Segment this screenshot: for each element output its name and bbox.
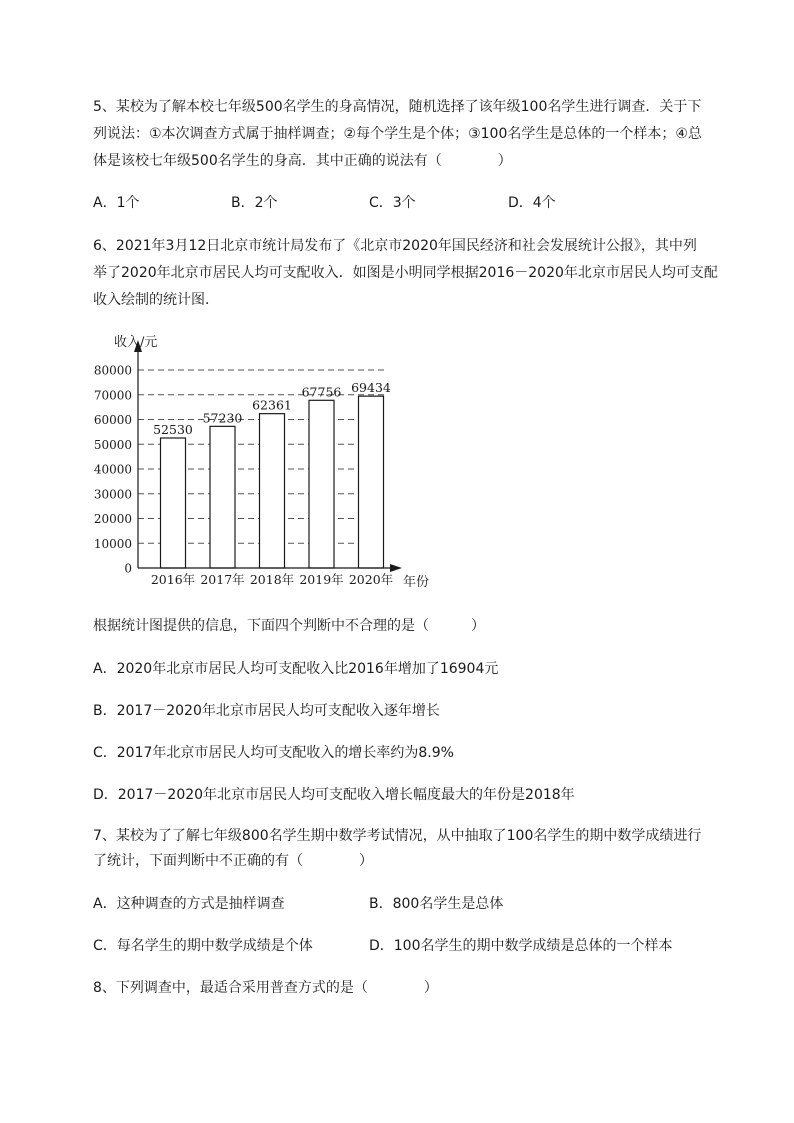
y-tick-label: 70000	[93, 388, 132, 403]
q5-line-1: 5、某校为了解本校七年级500名学生的身高情况，随机选择了该年级100名学生进行调查．关于下	[93, 99, 702, 115]
q7-option-b: B．800名学生是总体	[369, 896, 504, 912]
y-tick-label: 50000	[93, 437, 132, 452]
y-tick-label: 0	[124, 561, 132, 576]
bar	[161, 438, 186, 568]
y-tick-label: 20000	[93, 512, 132, 526]
data-label: 57230	[202, 410, 243, 426]
y-tick-label: 30000	[93, 487, 132, 502]
bars	[161, 396, 384, 568]
x-axis-title: 年份	[403, 575, 430, 590]
tick-labels	[94, 364, 393, 588]
q6-line-3: 收入绘制的统计图．	[93, 292, 219, 308]
q5-option-d: D．4个	[508, 195, 556, 211]
data-label: 52530	[153, 421, 193, 437]
q6-line-2: 举了2020年北京市居民人均可支配收入．如图是小明同学根据2016－2020年北京市居民人均可支配	[93, 265, 718, 281]
q5-line-2: 列说法：①本次调查方式属于抽样调查；②每个学生是个体；③100名学生是总体的一个样本；④总	[93, 126, 702, 142]
bar	[309, 400, 334, 568]
income-bar-chart	[93, 328, 440, 590]
x-axis-arrow-icon	[390, 564, 402, 572]
q6-option-c: C．2017年北京市居民人均可支配收入的增长率约为8.9%	[93, 745, 454, 761]
q7-line-1: 7、某校为了了解七年级800名学生期中数学考试情况，从中抽取了100名学生的期中数学成绩进行	[93, 828, 702, 844]
y-tick-label: 40000	[93, 462, 132, 477]
x-tick-label: 2017年	[200, 572, 245, 587]
q7-option-c: C．每名学生的期中数学成绩是个体	[93, 938, 313, 954]
y-tick-label: 10000	[93, 536, 132, 551]
q5-line-3: 体是该校七年级500名学生的身高．其中正确的说法有（ ）	[93, 153, 512, 169]
q6-question: 根据统计图提供的信息，下面四个判断中不合理的是（ ）	[93, 618, 485, 634]
data-label: 62361	[252, 397, 292, 413]
q5-option-c: C．3个	[369, 195, 416, 211]
q6-line-1: 6、2021年3月12日北京市统计局发布了《北京市2020年国民经济和社会发展统计公报》，其中列	[93, 238, 697, 254]
data-label: 67756	[301, 384, 342, 400]
q7-option-d: D．100名学生的期中数学成绩是总体的一个样本	[369, 938, 673, 954]
x-tick-label: 2018年	[249, 572, 295, 587]
y-axis-title: 收入/元	[114, 335, 158, 350]
q7-option-a: A．这种调查的方式是抽样调查	[93, 896, 285, 912]
bar	[359, 396, 384, 568]
data-label: 69434	[351, 380, 391, 396]
bar	[210, 426, 235, 568]
q6-option-b: B．2017－2020年北京市居民人均可支配收入逐年增长	[93, 703, 440, 719]
q6-option-d: D．2017－2020年北京市居民人均可支配收入增长幅度最大的年份是2018年	[93, 787, 575, 803]
x-tick-label: 2020年	[348, 572, 394, 587]
q5-option-b: B．2个	[231, 195, 278, 211]
q8-line-1: 8、下列调查中，最适合采用普查方式的是（ ）	[93, 980, 438, 996]
q7-line-2: 了统计，下面判断中不正确的有（ ）	[93, 853, 373, 869]
x-tick-label: 2016年	[150, 572, 196, 587]
q5-option-a: A．1个	[93, 195, 140, 211]
y-tick-label: 80000	[93, 363, 132, 378]
y-tick-label: 60000	[93, 413, 132, 427]
x-tick-label: 2019年	[299, 572, 344, 587]
q6-option-a: A．2020年北京市居民人均可支配收入比2016年增加了16904元	[93, 661, 499, 677]
bar	[260, 414, 285, 568]
